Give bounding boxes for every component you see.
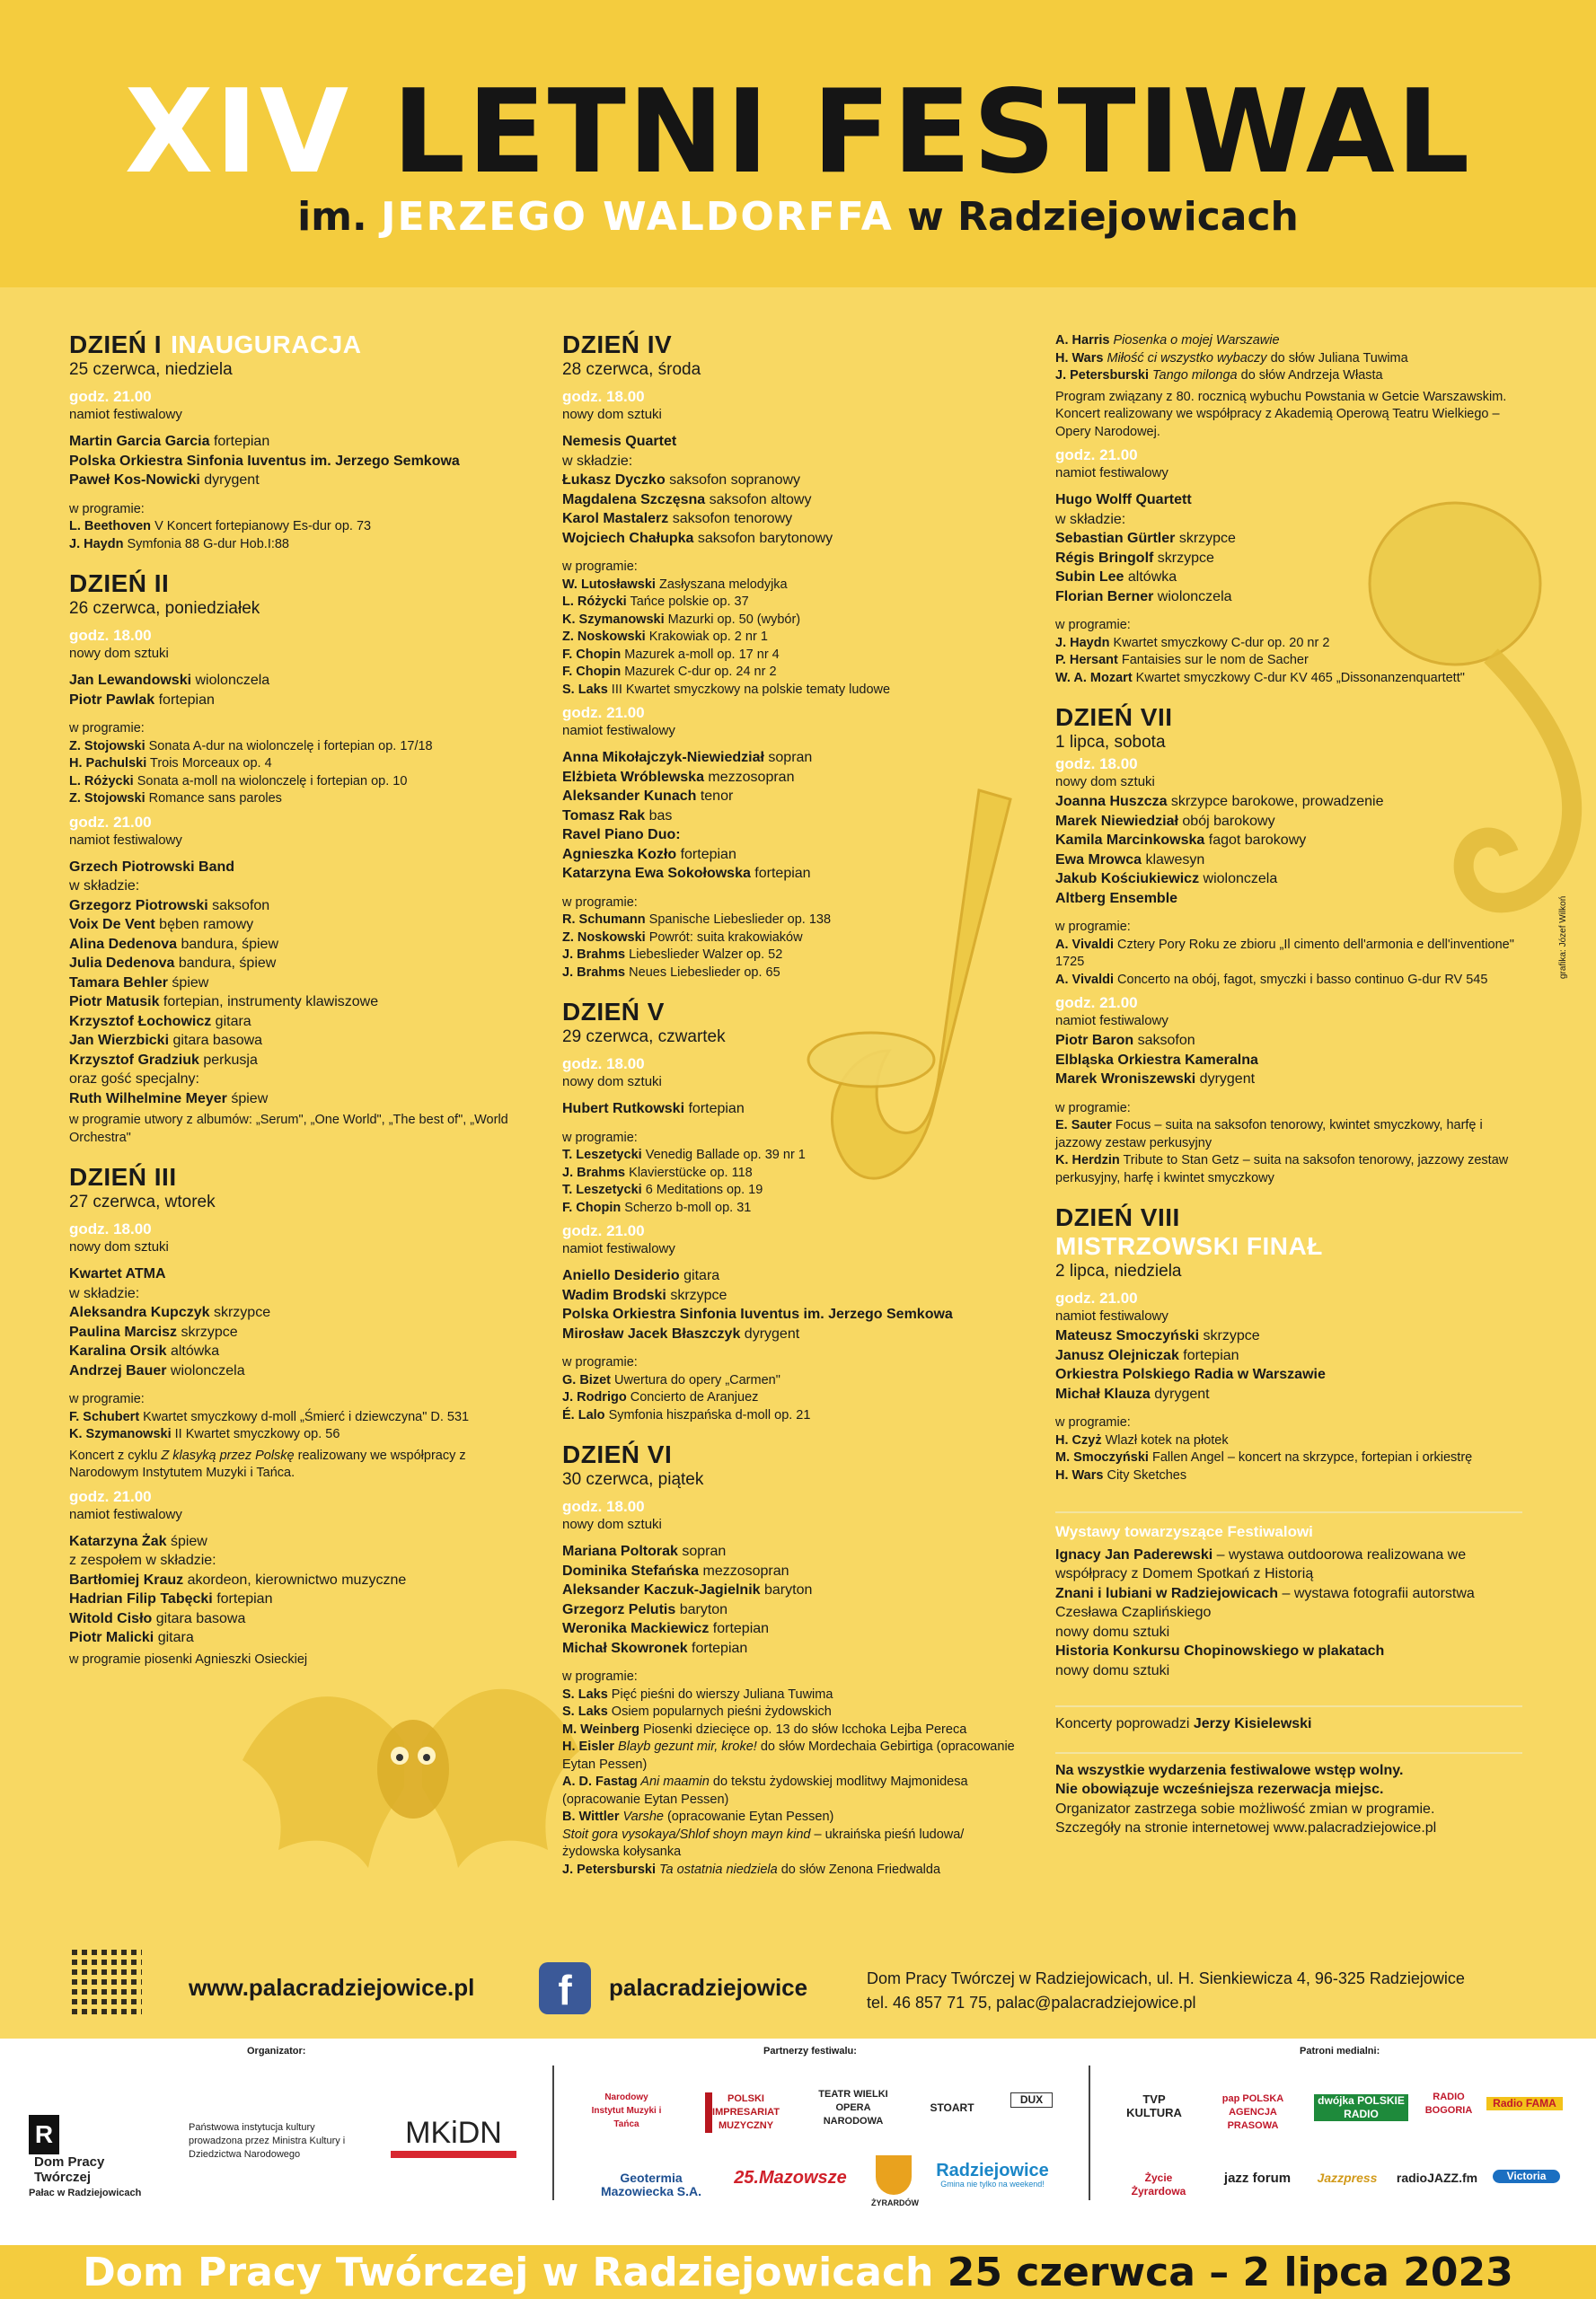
event-venue: namiot festiwalowy	[562, 723, 675, 738]
event-venue: nowy dom sztuki	[69, 646, 169, 661]
day-date: 1 lipca, sobota	[1055, 733, 1166, 752]
event-time: godz. 21.00	[69, 813, 152, 831]
nimit-logo: Narodowy Instytut Muzyki i Tańca	[591, 2092, 662, 2129]
day-title: DZIEŃ V	[562, 998, 665, 1026]
event-venue: namiot festiwalowy	[1055, 465, 1168, 480]
illustration-credit: grafika: Józef Wilkoń	[1558, 895, 1568, 979]
festival-subtitle	[0, 190, 1596, 244]
program-label: w programie:	[69, 501, 145, 516]
performer-name: Martin Garcia Garcia	[69, 434, 210, 449]
tvp-kultura-logo: TVP KULTURA	[1126, 2092, 1182, 2119]
jazzpress-logo: Jazzpress	[1317, 2171, 1378, 2185]
footer-venue: Dom Pracy Twórczej w Radziejowicach	[83, 2250, 934, 2295]
subtitle-place: w Radziejowicach	[907, 194, 1299, 240]
mazowsze-logo: 25.Mazowsze	[734, 2168, 847, 2188]
day-3: DZIEŃ III 27 czerwca, wtorek godz. 18.00 nowy dom sztuki Kwartet ATMA w składzie: Aleksandra Kupczyk skrzypce Paulina Marcisz skrzypce Karalina Orsik altówka Andrzej Bauer wiolonczela w programie: F. Schubert Kwartet smyczkowy d-moll „Śmierć i dziewczyna" D. 531 K. Szymanowski II Kwartet smyczkowy op. 56 Koncert z cyklu Z klasyką przez Polskę realizowany we współpracy z Narodowym Instytutem Muzyki i Tańca. godz. 21.00 namiot festiwalowy Katarzyna Żak śpiew z zespołem w składzie: Bartłomiej Krauz akordeon, kierownictwo muzyczne Hadrian Filip Tabęcki fortepian Witold Cisło gitara basowa Piotr Malicki gitara w programie piosenki Agnieszki Osieckiej	[69, 1163, 527, 1669]
facebook-link[interactable]: palacradziejowice	[609, 1974, 808, 2001]
day-5: DZIEŃ V 29 czerwca, czwartek godz. 18.00 nowy dom sztuki Hubert Rutkowski fortepian w programie: T. Leszetycki Venedig Ballade op. 39 nr 1 J. Brahms Klavierstücke op. 118 T. Leszetycki 6 Meditations op. 19 F. Chopin Scherzo b-moll op. 31 godz. 21.00 namiot festiwalowy Aniello Desiderio gitara Wadim Brodski skrzypce Polska Orkiestra Sinfonia Iuventus im. Jerzego Semkowa Mirosław Jacek Błaszczyk dyrygent w programie: G. Bizet Uwertura do opery „Carmen" J. Rodrigo Concierto de Aranjuez É. Lalo Symfonia hiszpańska d-moll op. 21	[562, 998, 1020, 1424]
event-time: godz. 21.00	[1055, 1290, 1138, 1307]
exhibitions: Wystawy towarzyszące Festiwalowi Ignacy Jan Paderewski – wystawa outdoorowa realizowana we współpracy z Domem Spotkań z Historią Znani i lubiani w Radziejowicach – wystawa fotografii autorstwa Czesława Czaplińskiego nowy domu sztuki Historia Konkursu Chopinowskiego w plakatach nowy domu sztuki Koncerty poprowadzi Jerzy Kisielewski Na wszystkie wydarzenia festiwalowe wstęp wolny. Nie obowiązuje wcześniejsza rezerwacja miejsc. Organizator zastrzega sobie możliwość zmian w programie. Szczegóły na stronie internetowej www.palacradziejowice.pl	[1055, 1511, 1522, 1838]
victoria-logo: Victoria	[1493, 2170, 1560, 2183]
day-tag: INAUGURACJA	[171, 330, 362, 358]
footer-text	[0, 2248, 1596, 2298]
event-time: godz. 18.00	[562, 1055, 645, 1072]
event-time: godz. 21.00	[562, 1222, 645, 1239]
event-venue: namiot festiwalowy	[69, 407, 182, 422]
website-link[interactable]: www.palacradziejowice.pl	[189, 1974, 475, 2001]
program-column-1	[69, 330, 527, 1669]
event-time: godz. 21.00	[1055, 994, 1138, 1011]
mkidn-logo: MKiDN	[391, 2115, 516, 2158]
event-time: godz. 18.00	[69, 627, 152, 644]
partners-heading: Partnerzy festiwalu:	[763, 2046, 857, 2057]
event-time: godz. 18.00	[69, 1220, 152, 1238]
event-time: godz. 18.00	[1055, 755, 1138, 772]
divider	[552, 2066, 554, 2200]
program-column-2	[562, 330, 1020, 1879]
event-venue: namiot festiwalowy	[1055, 1308, 1168, 1324]
divider	[1089, 2066, 1090, 2200]
event-time: godz. 21.00	[562, 704, 645, 721]
day-date: 2 lipca, niedziela	[1055, 1262, 1182, 1281]
zycie-zyrardowa-logo: Życie Żyrardowa	[1131, 2171, 1186, 2198]
event-venue: namiot festiwalowy	[69, 832, 182, 848]
institution-note: Państwowa instytucja kultury prowadzona przez Ministra Kultury i Dziedzictwa Narodowego	[189, 2122, 346, 2160]
day-7: DZIEŃ VII 1 lipca, sobota godz. 18.00 nowy dom sztuki Joanna Huszcza skrzypce barokowe, prowadzenie Marek Niewiedział obój barokowy Kamila Marcinkowska fagot barokowy Ewa Mrowca klawesyn Jakub Kościukiewicz wiolonczela Altberg Ensemble w programie: A. Vivaldi Cztery Pory Roku ze zbioru „Il cimento dell'armonia e dell'inventione" 1725 A. Vivaldi Concerto na obój, fagot, smyczki i basso continuo G-dur RV 545 godz. 21.00 namiot festiwalowy Piotr Baron saksofon Elbląska Orkiestra Kameralna Marek Wroniszewski dyrygent w programie: E. Sauter Focus – suita na saksofon tenorowy, kwintet smyczkowy, harfę i jazzowy zestaw perkusyjny K. Herdzin Tribute to Stan Getz – suita na saksofon tenorowy, jazzowy zestaw perkusyjny, harfę i kwintet smyczkowy	[1055, 703, 1522, 1187]
radziejowice-gmina-logo: Radziejowice Gmina nie tylko na weekend!	[936, 2161, 1049, 2189]
dux-logo: DUX	[1010, 2092, 1053, 2108]
event-venue: nowy dom sztuki	[562, 1517, 662, 1532]
footer-dates: 25 czerwca – 2 lipca 2023	[947, 2250, 1513, 2295]
contact-address: Dom Pracy Twórczej w Radziejowicach, ul. H. Sienkiewicza 4, 96-325 Radziejowice tel. 46 857 71 75, palac@palacradziejowice.pl	[867, 1969, 1465, 2012]
day-date: 27 czerwca, wtorek	[69, 1193, 216, 1211]
program-column-3	[1055, 332, 1522, 1838]
performer-name: Paweł Kos-Nowicki	[69, 472, 200, 488]
opera-logo: TEATR WIELKI OPERA NARODOWA	[818, 2089, 888, 2127]
subtitle-patron: JERZEGO WALDORFFA	[381, 194, 894, 240]
day-2: DZIEŃ II 26 czerwca, poniedziałek godz. 18.00 nowy dom sztuki Jan Lewandowski wiolonczela Piotr Pawlak fortepian w programie: Z. Stojowski Sonata A-dur na wiolonczelę i fortepian op. 17/18 H. Pachulski Trois Morceaux op. 4 L. Różycki Sonata a-moll na wiolonczelę i fortepian op. 10 Z. Stojowski Romance sans paroles godz. 21.00 namiot festiwalowy Grzech Piotrowski Band w składzie: Grzegorz Piotrowski saksofon Voix De Vent bęben ramowy Alina Dedenova bandura, śpiew Julia Dedenova bandura, śpiew Tamara Behler śpiew Piotr Matusik fortepian, instrumenty klawiszowe Krzysztof Łochowicz gitara Jan Wierzbicki gitara basowa Krzysztof Gradziuk perkusja oraz gość specjalny: Ruth Wilhelmine Meyer śpiew w programie utwory z albumów: „Serum", „One World", „The best of", „World Orchestra"	[69, 569, 527, 1147]
day-title: DZIEŃ VII	[1055, 703, 1173, 731]
day-tag: MISTRZOWSKI FINAŁ	[1055, 1232, 1323, 1260]
stoart-logo: STOART	[930, 2101, 974, 2114]
event-venue: nowy dom sztuki	[69, 1239, 169, 1255]
day-title: DZIEŃ II	[69, 569, 170, 597]
event-venue: namiot festiwalowy	[562, 1241, 675, 1256]
day-title: DZIEŃ VI	[562, 1440, 673, 1468]
day-date: 30 czerwca, piątek	[562, 1470, 704, 1489]
composer: J. Haydn	[69, 536, 124, 551]
day-1: DZIEŃ I INAUGURACJA 25 czerwca, niedziela godz. 21.00 namiot festiwalowy Martin Garcia Garcia fortepian Polska Orkiestra Sinfonia Iuventus im. Jerzego Semkowa Paweł Kos-Nowicki dyrygent w programie: L. Beethoven V Koncert fortepianowy Es-dur op. 73 J. Haydn Symfonia 88 G-dur Hob.I:88	[69, 330, 527, 553]
title-main: LETNI FESTIWAL	[392, 66, 1472, 199]
pap-logo: pap POLSKA AGENCJA PRASOWA	[1221, 2093, 1284, 2131]
day-title: DZIEŃ III	[69, 1163, 177, 1191]
day-date: 25 czerwca, niedziela	[69, 360, 233, 379]
jazz-forum-logo: jazz forum	[1223, 2171, 1292, 2186]
day-6: DZIEŃ VI 30 czerwca, piątek godz. 18.00 nowy dom sztuki Mariana Poltorak sopran Dominika Stefańska mezzosopran Aleksander Kaczuk-Jagielnik baryton Grzegorz Pelutis baryton Weronika Mackiewicz fortepian Michał Skowronek fortepian w programie: S. Laks Pięć pieśni do wierszy Juliana Tuwima S. Laks Osiem popularnych pieśni żydowskich M. Weinberg Piosenki dziecięce op. 13 do słów Icchoka Lejba Pereca H. Eisler Blayb gezunt mir, kroke! do słów Mordechaia Gebirtiga (opracowanie Eytan Pessen) A. D. Fastag Ani maamin do tekstu żydowskiej modlitwy Majmonidesa (opracowanie Eytan Pessen) B. Wittler Varshe (opracowanie Eytan Pessen) Stoit gora vysokaya/Shlof shoyn mayn kind – ukraińska pieśń ludowa/ żydowska kołysanka J. Petersburski Ta ostatnia niedziela do słów Zenona Friedwalda	[562, 1440, 1020, 1879]
radio-fama-logo: Radio FAMA	[1486, 2097, 1563, 2110]
organizer-heading: Organizator:	[247, 2046, 306, 2057]
event-time: godz. 21.00	[69, 1487, 152, 1505]
subtitle-prefix: im.	[297, 194, 367, 240]
zyrardow-logo: ŻYRARDÓW	[871, 2155, 916, 2210]
event-venue: nowy dom sztuki	[562, 407, 662, 422]
bat-illustration	[225, 1634, 584, 1931]
event-venue: namiot festiwalowy	[69, 1506, 182, 1522]
day-title: DZIEŃ VIII MISTRZOWSKI FINAŁ	[1055, 1203, 1522, 1261]
day-4: DZIEŃ IV 28 czerwca, środa godz. 18.00 nowy dom sztuki Nemesis Quartet w składzie: Łukasz Dyczko saksofon sopranowy Magdalena Szczęsna saksofon altowy Karol Mastalerz saksofon tenorowy Wojciech Chałupka saksofon barytonowy w programie: W. Lutosławski Zasłyszana melodyjka L. Różycki Tańce polskie op. 37 K. Szymanowski Mazurki op. 50 (wybór) Z. Noskowski Krakowiak op. 2 nr 1 F. Chopin Mazurek a-moll op. 17 nr 4 F. Chopin Mazurek C-dur op. 24 nr 2 S. Laks III Kwartet smyczkowy na polskie tematy ludowe godz. 21.00 namiot festiwalowy Anna Mikołajczyk-Niewiedział sopran Elżbieta Wróblewska mezzosopran Aleksander Kunach tenor Tomasz Rak bas Ravel Piano Duo: Agnieszka Kozło fortepian Katarzyna Ewa Sokołowska fortepian w programie: R. Schumann Spanische Liebeslieder op. 138 Z. Noskowski Powrót: suita krakowiaków J. Brahms Liebeslieder Walzer op. 52 J. Brahms Neues Liebeslieder op. 65	[562, 330, 1020, 982]
day-8: DZIEŃ VIII MISTRZOWSKI FINAŁ 2 lipca, niedziela godz. 21.00 namiot festiwalowy Mateusz Smoczyński skrzypce Janusz Olejniczak fortepian Orkiestra Polskiego Radia w Warszawie Michał Klauza dyrygent w programie: H. Czyż Wlazł kotek na płotek M. Smoczyński Fallen Angel – koncert na skrzypce, fortepian i orkiestrę H. Wars City Sketches	[1055, 1203, 1522, 1484]
dpt-logo: R Dom Pracy Twórczej Pałac w Radziejowicach	[29, 2115, 154, 2200]
day-6-continued: A. Harris Piosenka o mojej Warszawie H. Wars Miłość ci wszystko wybaczy do słów Juliana Tuwima J. Petersburski Tango milonga do słów Andrzeja Własta Program związany z 80. rocznicą wybuchu Powstania w Getcie Warszawskim. Koncert realizowany we współpracy z Akademią Operową Teatru Wielkiego – Opery Narodowej. godz. 21.00 namiot festiwalowy Hugo Wolff Quartett w składzie: Sebastian Gürtler skrzypce Régis Bringolf skrzypce Subin Lee altówka Florian Berner wiolonczela w programie: J. Haydn Kwartet smyczkowy C-dur op. 20 nr 2 P. Hersant Fantaisies sur le nom de Sacher W. A. Mozart Kwartet smyczkowy C-dur KV 465 „Dissonanzenquartett"	[1055, 332, 1522, 687]
day-date: 28 czerwca, środa	[562, 360, 701, 379]
event-time: godz. 18.00	[562, 1498, 645, 1515]
event-time: godz. 18.00	[562, 388, 645, 405]
day-title: DZIEŃ I INAUGURACJA	[69, 330, 362, 358]
day-title: DZIEŃ IV	[562, 330, 673, 358]
geotermia-logo: Geotermia Mazowiecka S.A.	[600, 2171, 702, 2198]
qr-code-icon	[72, 1949, 142, 2019]
radiojazz-logo: radioJAZZ.fm	[1396, 2171, 1478, 2185]
event-venue: nowy dom sztuki	[562, 1074, 662, 1089]
radio-bogoria-logo: RADIO BOGORIA	[1424, 2092, 1473, 2116]
dwojka-logo: dwójka POLSKIE RADIO	[1314, 2094, 1408, 2121]
event-time: godz. 21.00	[69, 388, 152, 405]
facebook-icon[interactable]: f	[539, 1962, 591, 2014]
event-time: godz. 21.00	[1055, 446, 1138, 463]
performer-name: Polska Orkiestra Sinfonia Iuventus im. Jerzego Semkowa	[69, 453, 460, 469]
title-roman: XIV	[124, 66, 351, 199]
exhibitions-title: Wystawy towarzyszące Festiwalowi	[1055, 1511, 1522, 1542]
day-date: 26 czerwca, poniedziałek	[69, 599, 260, 618]
festival-title	[0, 66, 1596, 199]
composer: L. Beethoven	[69, 519, 152, 533]
program-note: w programie utwory z albumów: „Serum", „One World", „The best of", „World Orchestra"	[69, 1113, 508, 1145]
event-venue: namiot festiwalowy	[1055, 1013, 1168, 1028]
media-heading: Patroni medialni:	[1300, 2046, 1380, 2057]
event-venue: nowy dom sztuki	[1055, 774, 1155, 789]
pim-logo: POLSKI IMPRESARIAT MUZYCZNY	[705, 2092, 780, 2133]
day-date: 29 czerwca, czwartek	[562, 1027, 726, 1046]
